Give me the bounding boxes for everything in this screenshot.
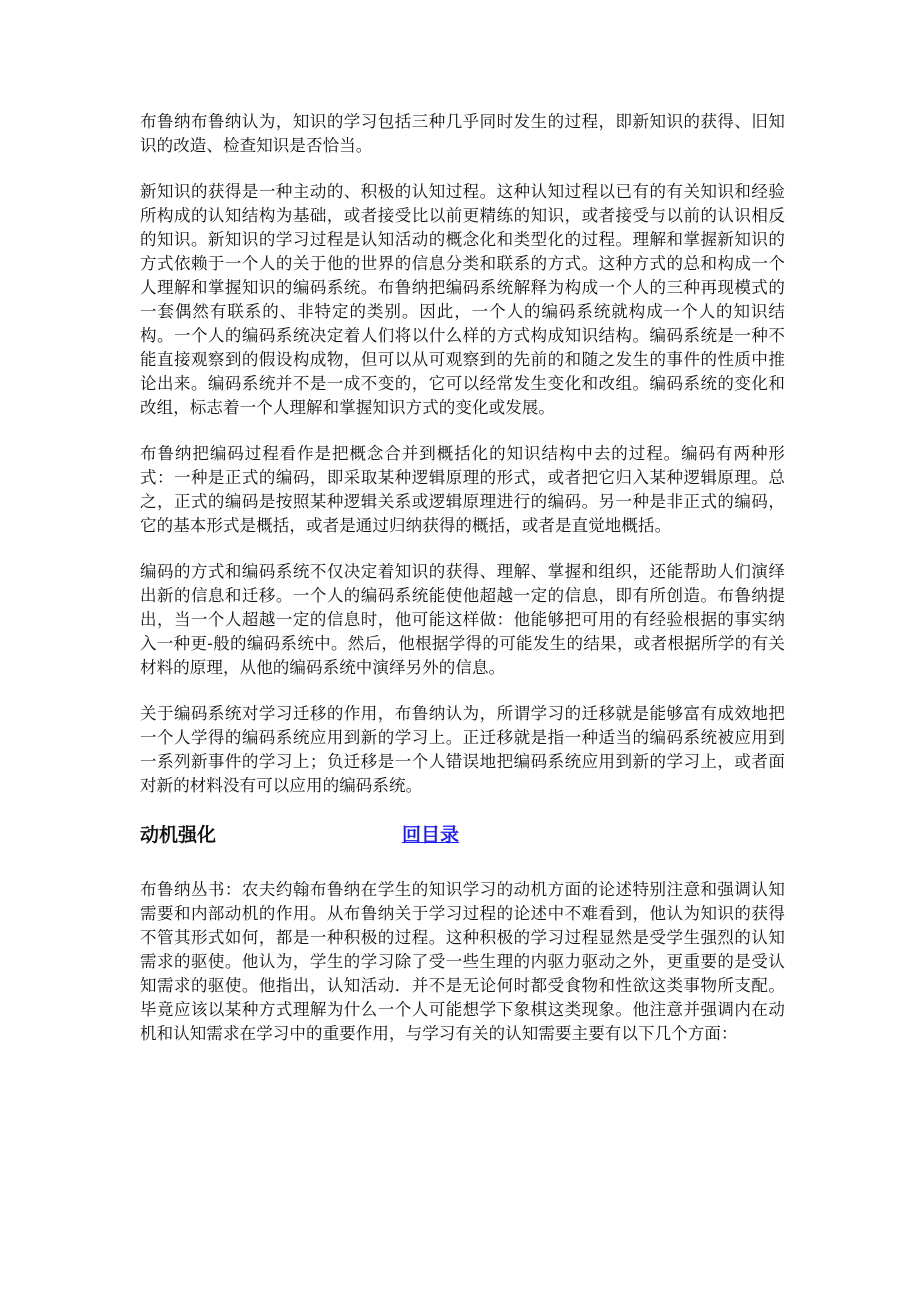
paragraph-new-knowledge: 新知识的获得是一种主动的、积极的认知过程。这种认知过程以已有的有关知识和经验所构成的认知结构为基础，或者接受比以前更精练的知识，或者接受与以前的认识相反的知识。新知识的学习过程是认知活动的概念化和类型化的过程。理解和掌握新知识的方式依赖于一个人的关于他的世界的信息分类和联系的方式。这种方式的总和构成一个人理解和掌握知识的编码系统。布鲁纳把编码系统解释为构成一个人的三种再现模式的一套偶然有联系的、非特定的类别。因此，一个人的编码系统就构成一个人的知识结构。一个人的编码系统决定着人们将以什么样的方式构成知识结构。编码系统是一种不能直接观察到的假设构成物，但可以从可观察到的先前的和随之发生的事件的性质中推论出来。编码系统并不是一成不变的，它可以经常发生变化和改组。编码系统的变化和改组，标志着一个人理解和掌握知识方式的变化或发展。 [140,182,785,417]
back-to-toc-link[interactable]: 回目录 [402,824,460,846]
section-heading-row [140,820,785,854]
paragraph-coding-process: 布鲁纳把编码过程看作是把概念合并到概括化的知识结构中去的过程。编码有两种形式：一种是正式的编码，即采取某种逻辑原理的形式，或者把它归入某种逻辑原理。总之，正式的编码是按照某种逻辑关系或逻辑原理进行的编码。另一种是非正式的编码，它的基本形式是概括，或者是通过归纳获得的概括，或者是直觉地概括。 [140,444,785,535]
paragraph-coding-method: 编码的方式和编码系统不仅决定着知识的获得、理解、掌握和组织，还能帮助人们演绎出新的信息和迁移。一个人的编码系统能使他超越一定的信息，即有所创造。布鲁纳提出，当一个人超越一定的信息时，他可能这样做：他能够把可用的有经验根据的事实纳入一种更-般的编码系统中。然后，他根据学得的可能发生的结果，或者根据所学的有关材料的原理，从他的编码系统中演绎另外的信息。 [140,562,785,677]
document-page [140,110,785,1068]
paragraph-motivation: 布鲁纳丛书：农夫约翰布鲁纳在学生的知识学习的动机方面的论述特别注意和强调认知需要和内部动机的作用。从布鲁纳关于学习过程的论述中不难看到，他认为知识的获得不管其形式如何，都是一种积极的过程。这种积极的学习过程显然是受学生强烈的认知需求的驱使。他认为，学生的学习除了受一些生理的内驱力驱动之外，更重要的是受认知需求的驱使。他指出，认知活动．并不是无论何时都受食物和性欲这类事物所支配。毕竟应该以某种方式理解为什么一个人可能想学下象棋这类现象。他注意并强调内在动机和认知需求在学习中的重要作用，与学习有关的认知需要主要有以下几个方面： [140,880,785,1043]
section-heading: 动机强化 [140,824,217,846]
paragraph-knowledge-learning: 布鲁纳布鲁纳认为，知识的学习包括三种几乎同时发生的过程，即新知识的获得、旧知识的改造、检查知识是否恰当。 [140,112,785,155]
paragraph-learning-transfer: 关于编码系统对学习迁移的作用，布鲁纳认为，所谓学习的迁移就是能够富有成效地把一个人学得的编码系统应用到新的学习上。正迁移就是指一种适当的编码系统被应用到一系列新事件的学习上；负迁移是一个人错误地把编码系统应用到新的学习上，或者面对新的材料没有可以应用的编码系统。 [140,704,785,795]
